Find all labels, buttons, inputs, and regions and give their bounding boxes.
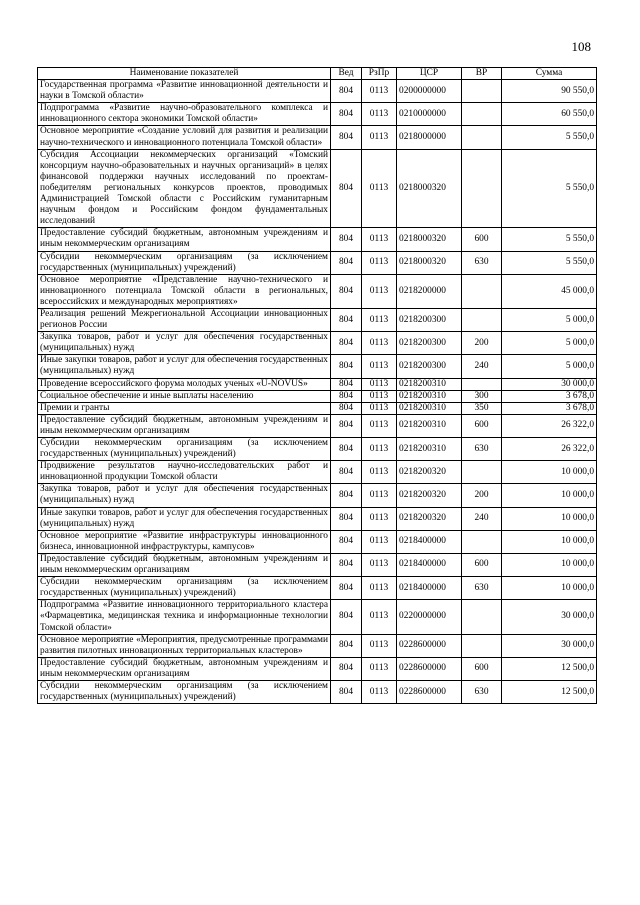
cell-ved: 804	[331, 355, 362, 378]
cell-csr: 0218200310	[397, 414, 462, 437]
cell-name: Предоставление субсидий бюджетным, автономным учреждениям и иным некоммерческим организациям	[38, 414, 331, 437]
cell-sum: 5 000,0	[502, 332, 597, 355]
cell-rzpr: 0113	[362, 332, 397, 355]
cell-vr	[462, 378, 502, 390]
table-row	[38, 414, 597, 437]
cell-ved: 804	[331, 484, 362, 507]
cell-csr: 0218200320	[397, 484, 462, 507]
cell-sum: 26 322,0	[502, 414, 597, 437]
cell-name: Основное мероприятие «Мероприятия, предусмотренные программами развития пилотных инновационных территориальных кластеров»	[38, 634, 331, 657]
cell-vr: 600	[462, 553, 502, 576]
cell-rzpr: 0113	[362, 126, 397, 149]
table-header-row	[38, 68, 597, 80]
table-row	[38, 507, 597, 530]
cell-ved: 804	[331, 530, 362, 553]
cell-rzpr: 0113	[362, 680, 397, 703]
table-row	[38, 553, 597, 576]
cell-csr: 0218200320	[397, 461, 462, 484]
table-row	[38, 634, 597, 657]
cell-ved: 804	[331, 577, 362, 600]
table-row	[38, 80, 597, 103]
cell-name: Продвижение результатов научно-исследовательских работ и инновационной продукции Томской области	[38, 461, 331, 484]
cell-vr: 630	[462, 577, 502, 600]
cell-vr	[462, 634, 502, 657]
table-row	[38, 228, 597, 251]
page-number: 108	[571, 39, 591, 54]
cell-rzpr: 0113	[362, 484, 397, 507]
cell-name: Предоставление субсидий бюджетным, автономным учреждениям и иным некоммерческим организациям	[38, 228, 331, 251]
cell-sum: 5 000,0	[502, 308, 597, 331]
cell-vr	[462, 126, 502, 149]
cell-csr: 0228600000	[397, 680, 462, 703]
cell-sum: 45 000,0	[502, 274, 597, 308]
cell-rzpr: 0113	[362, 657, 397, 680]
cell-csr: 0218200310	[397, 378, 462, 390]
cell-csr: 0218200310	[397, 390, 462, 402]
cell-sum: 5 000,0	[502, 355, 597, 378]
cell-name: Подпрограмма «Развитие инновационного территориального кластера «Фармацевтика, медицинская техника и информационные технологии Томской области»	[38, 600, 331, 634]
cell-rzpr: 0113	[362, 438, 397, 461]
cell-rzpr: 0113	[362, 274, 397, 308]
cell-vr: 240	[462, 507, 502, 530]
cell-sum: 30 000,0	[502, 600, 597, 634]
cell-name: Основное мероприятие «Создание условий для развития и реализации научно-технического и инновационного потенциала Томской области»	[38, 126, 331, 149]
cell-rzpr: 0113	[362, 378, 397, 390]
cell-vr: 600	[462, 414, 502, 437]
cell-vr: 630	[462, 438, 502, 461]
table-row	[38, 251, 597, 274]
cell-csr: 0218000320	[397, 149, 462, 228]
budget-table	[37, 67, 597, 704]
cell-csr: 0218400000	[397, 577, 462, 600]
cell-sum: 3 678,0	[502, 390, 597, 402]
table-row	[38, 126, 597, 149]
header-name: Наименование показателей	[38, 68, 331, 80]
cell-rzpr: 0113	[362, 507, 397, 530]
header-csr: ЦСР	[397, 68, 462, 80]
cell-sum: 30 000,0	[502, 378, 597, 390]
cell-csr: 0218200320	[397, 507, 462, 530]
table-row	[38, 274, 597, 308]
table-row	[38, 355, 597, 378]
header-rzpr: РзПр	[362, 68, 397, 80]
cell-csr: 0200000000	[397, 80, 462, 103]
cell-csr: 0218200300	[397, 308, 462, 331]
cell-name: Субсидии некоммерческим организациям (за исключением государственных (муниципальных) учреждений)	[38, 577, 331, 600]
cell-vr	[462, 308, 502, 331]
cell-vr: 350	[462, 402, 502, 414]
cell-name: Реализация решений Межрегиональной Ассоциации инновационных регионов России	[38, 308, 331, 331]
cell-rzpr: 0113	[362, 402, 397, 414]
cell-name: Проведение всероссийского форума молодых ученых «U-NOVUS»	[38, 378, 331, 390]
cell-ved: 804	[331, 80, 362, 103]
cell-csr: 0218000320	[397, 251, 462, 274]
cell-name: Подпрограмма «Развитие научно-образовательного комплекса и инновационного сектора экономики Томской области»	[38, 103, 331, 126]
cell-rzpr: 0113	[362, 530, 397, 553]
cell-csr: 0220000000	[397, 600, 462, 634]
cell-ved: 804	[331, 553, 362, 576]
cell-ved: 804	[331, 461, 362, 484]
cell-name: Основное мероприятие «Представление научно-технического и инновационного потенциала Томской области в региональных, всероссийских и международных мероприятиях»	[38, 274, 331, 308]
cell-rzpr: 0113	[362, 355, 397, 378]
cell-sum: 5 550,0	[502, 126, 597, 149]
table-row	[38, 461, 597, 484]
cell-sum: 30 000,0	[502, 634, 597, 657]
cell-vr	[462, 274, 502, 308]
cell-ved: 804	[331, 103, 362, 126]
cell-ved: 804	[331, 378, 362, 390]
table-row	[38, 600, 597, 634]
cell-sum: 12 500,0	[502, 657, 597, 680]
cell-ved: 804	[331, 680, 362, 703]
cell-csr: 0218200310	[397, 402, 462, 414]
cell-ved: 804	[331, 402, 362, 414]
cell-sum: 90 550,0	[502, 80, 597, 103]
cell-ved: 804	[331, 438, 362, 461]
cell-sum: 10 000,0	[502, 577, 597, 600]
cell-rzpr: 0113	[362, 461, 397, 484]
cell-name: Предоставление субсидий бюджетным, автономным учреждениям и иным некоммерческим организациям	[38, 657, 331, 680]
cell-csr: 0218200000	[397, 274, 462, 308]
table-row	[38, 484, 597, 507]
cell-sum: 10 000,0	[502, 484, 597, 507]
cell-vr	[462, 461, 502, 484]
cell-rzpr: 0113	[362, 577, 397, 600]
cell-csr: 0228600000	[397, 657, 462, 680]
cell-ved: 804	[331, 634, 362, 657]
cell-rzpr: 0113	[362, 600, 397, 634]
cell-vr	[462, 149, 502, 228]
cell-name: Закупка товаров, работ и услуг для обеспечения государственных (муниципальных) нужд	[38, 332, 331, 355]
cell-vr: 200	[462, 484, 502, 507]
cell-rzpr: 0113	[362, 149, 397, 228]
cell-vr: 300	[462, 390, 502, 402]
cell-name: Субсидии некоммерческим организациям (за исключением государственных (муниципальных) учреждений)	[38, 251, 331, 274]
cell-csr: 0228600000	[397, 634, 462, 657]
cell-csr: 0210000000	[397, 103, 462, 126]
cell-sum: 5 550,0	[502, 251, 597, 274]
cell-sum: 26 322,0	[502, 438, 597, 461]
cell-name: Основное мероприятие «Развитие инфраструктуры инновационного бизнеса, инновационной инфраструктуры, кампусов»	[38, 530, 331, 553]
table-row	[38, 438, 597, 461]
cell-rzpr: 0113	[362, 308, 397, 331]
cell-vr	[462, 103, 502, 126]
cell-ved: 804	[331, 414, 362, 437]
cell-sum: 10 000,0	[502, 507, 597, 530]
table-row	[38, 103, 597, 126]
cell-vr	[462, 600, 502, 634]
cell-csr: 0218200300	[397, 332, 462, 355]
table-row	[38, 378, 597, 390]
cell-vr: 600	[462, 228, 502, 251]
cell-rzpr: 0113	[362, 414, 397, 437]
cell-ved: 804	[331, 390, 362, 402]
cell-vr: 630	[462, 680, 502, 703]
cell-rzpr: 0113	[362, 80, 397, 103]
cell-rzpr: 0113	[362, 103, 397, 126]
table-row	[38, 530, 597, 553]
cell-sum: 10 000,0	[502, 461, 597, 484]
cell-name: Субсидии некоммерческим организациям (за исключением государственных (муниципальных) учреждений)	[38, 680, 331, 703]
cell-name: Премии и гранты	[38, 402, 331, 414]
cell-ved: 804	[331, 126, 362, 149]
cell-csr: 0218200300	[397, 355, 462, 378]
cell-name: Иные закупки товаров, работ и услуг для обеспечения государственных (муниципальных) нужд	[38, 507, 331, 530]
cell-vr: 630	[462, 251, 502, 274]
header-ved: Вед	[331, 68, 362, 80]
table-row	[38, 577, 597, 600]
table-row	[38, 680, 597, 703]
cell-name: Предоставление субсидий бюджетным, автономным учреждениям и иным некоммерческим организациям	[38, 553, 331, 576]
cell-rzpr: 0113	[362, 251, 397, 274]
cell-ved: 804	[331, 332, 362, 355]
cell-sum: 60 550,0	[502, 103, 597, 126]
cell-name: Социальное обеспечение и иные выплаты населению	[38, 390, 331, 402]
cell-vr: 240	[462, 355, 502, 378]
cell-ved: 804	[331, 149, 362, 228]
cell-csr: 0218000000	[397, 126, 462, 149]
cell-ved: 804	[331, 308, 362, 331]
cell-ved: 804	[331, 228, 362, 251]
cell-ved: 804	[331, 251, 362, 274]
table-row	[38, 332, 597, 355]
cell-name: Субсидии некоммерческим организациям (за исключением государственных (муниципальных) учреждений)	[38, 438, 331, 461]
header-sum: Сумма	[502, 68, 597, 80]
cell-vr: 600	[462, 657, 502, 680]
cell-sum: 5 550,0	[502, 149, 597, 228]
cell-sum: 5 550,0	[502, 228, 597, 251]
cell-name: Государственная программа «Развитие инновационной деятельности и науки в Томской области»	[38, 80, 331, 103]
cell-rzpr: 0113	[362, 390, 397, 402]
cell-vr	[462, 530, 502, 553]
cell-ved: 804	[331, 600, 362, 634]
cell-sum: 3 678,0	[502, 402, 597, 414]
cell-csr: 0218400000	[397, 553, 462, 576]
cell-sum: 12 500,0	[502, 680, 597, 703]
header-vr: ВР	[462, 68, 502, 80]
cell-ved: 804	[331, 657, 362, 680]
table-row	[38, 657, 597, 680]
cell-ved: 804	[331, 274, 362, 308]
cell-sum: 10 000,0	[502, 530, 597, 553]
cell-ved: 804	[331, 507, 362, 530]
table-row	[38, 149, 597, 228]
cell-name: Субсидия Ассоциации некоммерческих организаций «Томский консорциум научно-образовательных и научных организаций» в целях финансовой поддержки научных исследований по проектам-победителям региональных конкурсов проектов, проводимых Администрацией Томской области с Российским гуманитарным научным фондом и Российским фондом фундаментальных исследований	[38, 149, 331, 228]
cell-vr: 200	[462, 332, 502, 355]
cell-sum: 10 000,0	[502, 553, 597, 576]
table-row	[38, 308, 597, 331]
cell-vr	[462, 80, 502, 103]
cell-csr: 0218000320	[397, 228, 462, 251]
table-row	[38, 402, 597, 414]
cell-rzpr: 0113	[362, 634, 397, 657]
cell-rzpr: 0113	[362, 228, 397, 251]
table-row	[38, 390, 597, 402]
cell-name: Закупка товаров, работ и услуг для обеспечения государственных (муниципальных) нужд	[38, 484, 331, 507]
cell-rzpr: 0113	[362, 553, 397, 576]
cell-name: Иные закупки товаров, работ и услуг для обеспечения государственных (муниципальных) нужд	[38, 355, 331, 378]
cell-csr: 0218200310	[397, 438, 462, 461]
cell-csr: 0218400000	[397, 530, 462, 553]
